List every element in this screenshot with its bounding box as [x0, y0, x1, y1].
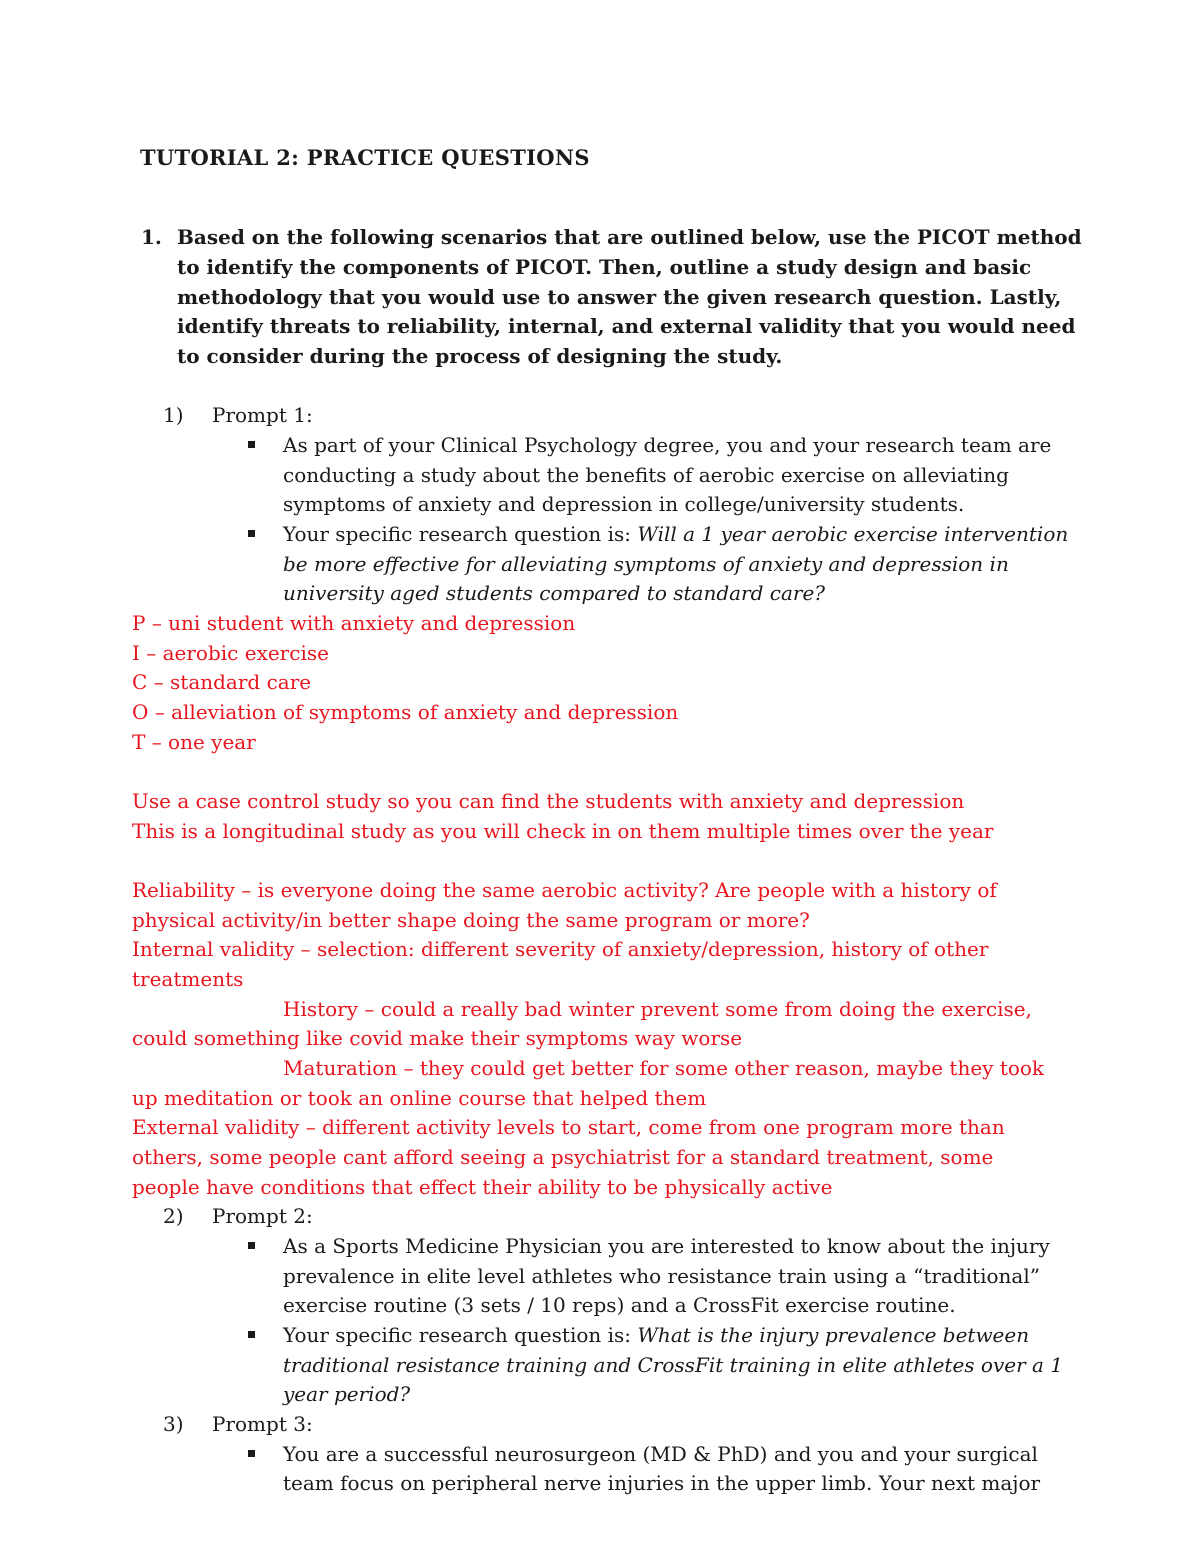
picot-item: O – alleviation of symptoms of anxiety and depression — [132, 700, 679, 724]
research-question — [283, 1320, 1029, 1350]
prompt-number: 3) — [163, 1412, 184, 1436]
prompt-label: Prompt 3: — [212, 1412, 313, 1436]
picot-item: P – uni student with anxiety and depression — [132, 611, 576, 635]
bullet-text: As a Sports Medicine Physician you are interested to know about the injury — [283, 1234, 1050, 1258]
bullet-icon — [248, 530, 255, 537]
question-line: to consider during the process of designing the study. — [177, 344, 783, 368]
threat-line: others, some people cant afford seeing a psychiatrist for a standard treatment, some — [132, 1145, 994, 1169]
design-line: Use a case control study so you can find the students with anxiety and depression — [132, 789, 965, 813]
research-question-line: be more effective for alleviating symptoms of anxiety and depression in — [283, 552, 1009, 576]
threat-line: Reliability – is everyone doing the same aerobic activity? Are people with a history of — [132, 878, 997, 902]
bullet-text: prevalence in elite level athletes who resistance train using a “traditional” — [283, 1264, 1040, 1288]
prompt-label: Prompt 1: — [212, 403, 313, 427]
question-line: methodology that you would use to answer the given research question. Lastly, — [177, 285, 1062, 309]
research-question-line: university aged students compared to standard care? — [283, 581, 826, 605]
prompt-number: 2) — [163, 1204, 184, 1228]
threat-line: could something like covid make their symptoms way worse — [132, 1026, 743, 1050]
research-question-lead: Your specific research question is: — [283, 522, 638, 546]
bullet-text: conducting a study about the benefits of aerobic exercise on alleviating — [283, 463, 1009, 487]
picot-item: T – one year — [132, 730, 256, 754]
bullet-text: team focus on peripheral nerve injuries in the upper limb. Your next major — [283, 1471, 1041, 1495]
threat-line: History – could a really bad winter prevent some from doing the exercise, — [283, 997, 1032, 1021]
bullet-text: exercise routine (3 sets / 10 reps) and a CrossFit exercise routine. — [283, 1293, 956, 1317]
question-number: 1. — [141, 225, 162, 249]
threat-line: up meditation or took an online course that helped them — [132, 1086, 707, 1110]
bullet-text: You are a successful neurosurgeon (MD & PhD) and you and your surgical — [283, 1442, 1038, 1466]
research-question-italic: Will a 1 year aerobic exercise intervention — [637, 522, 1069, 546]
question-line: Based on the following scenarios that are outlined below, use the PICOT method — [177, 225, 1082, 249]
prompt-label: Prompt 2: — [212, 1204, 313, 1228]
threat-line: treatments — [132, 967, 244, 991]
research-question-line: traditional resistance training and CrossFit training in elite athletes over a 1 — [283, 1353, 1064, 1377]
question-line: identify threats to reliability, internal, and external validity that you would need — [177, 314, 1076, 338]
prompt-number: 1) — [163, 403, 184, 427]
bullet-icon — [248, 1242, 255, 1249]
question-line: to identify the components of PICOT. Then, outline a study design and basic — [177, 255, 1032, 279]
research-question-line: year period? — [283, 1382, 411, 1406]
threat-line: people have conditions that effect their ability to be physically active — [132, 1175, 833, 1199]
research-question-lead: Your specific research question is: — [283, 1323, 638, 1347]
threat-line: External validity – different activity levels to start, come from one program more than — [132, 1115, 1005, 1139]
bullet-text: As part of your Clinical Psychology degree, you and your research team are — [283, 433, 1052, 457]
threat-line: Internal validity – selection: different severity of anxiety/depression, history of other — [132, 937, 989, 961]
bullet-text: symptoms of anxiety and depression in college/university students. — [283, 492, 965, 516]
page-title: TUTORIAL 2: PRACTICE QUESTIONS — [140, 145, 590, 170]
threat-line: Maturation – they could get better for some other reason, maybe they took — [283, 1056, 1045, 1080]
bullet-icon — [248, 1450, 255, 1457]
research-question-italic: What is the injury prevalence between — [637, 1323, 1030, 1347]
threat-line: physical activity/in better shape doing the same program or more? — [132, 908, 810, 932]
picot-item: C – standard care — [132, 670, 312, 694]
picot-item: I – aerobic exercise — [132, 641, 329, 665]
bullet-icon — [248, 1331, 255, 1338]
bullet-icon — [248, 441, 255, 448]
research-question — [283, 519, 1068, 549]
design-line: This is a longitudinal study as you will check in on them multiple times over the year — [132, 819, 994, 843]
